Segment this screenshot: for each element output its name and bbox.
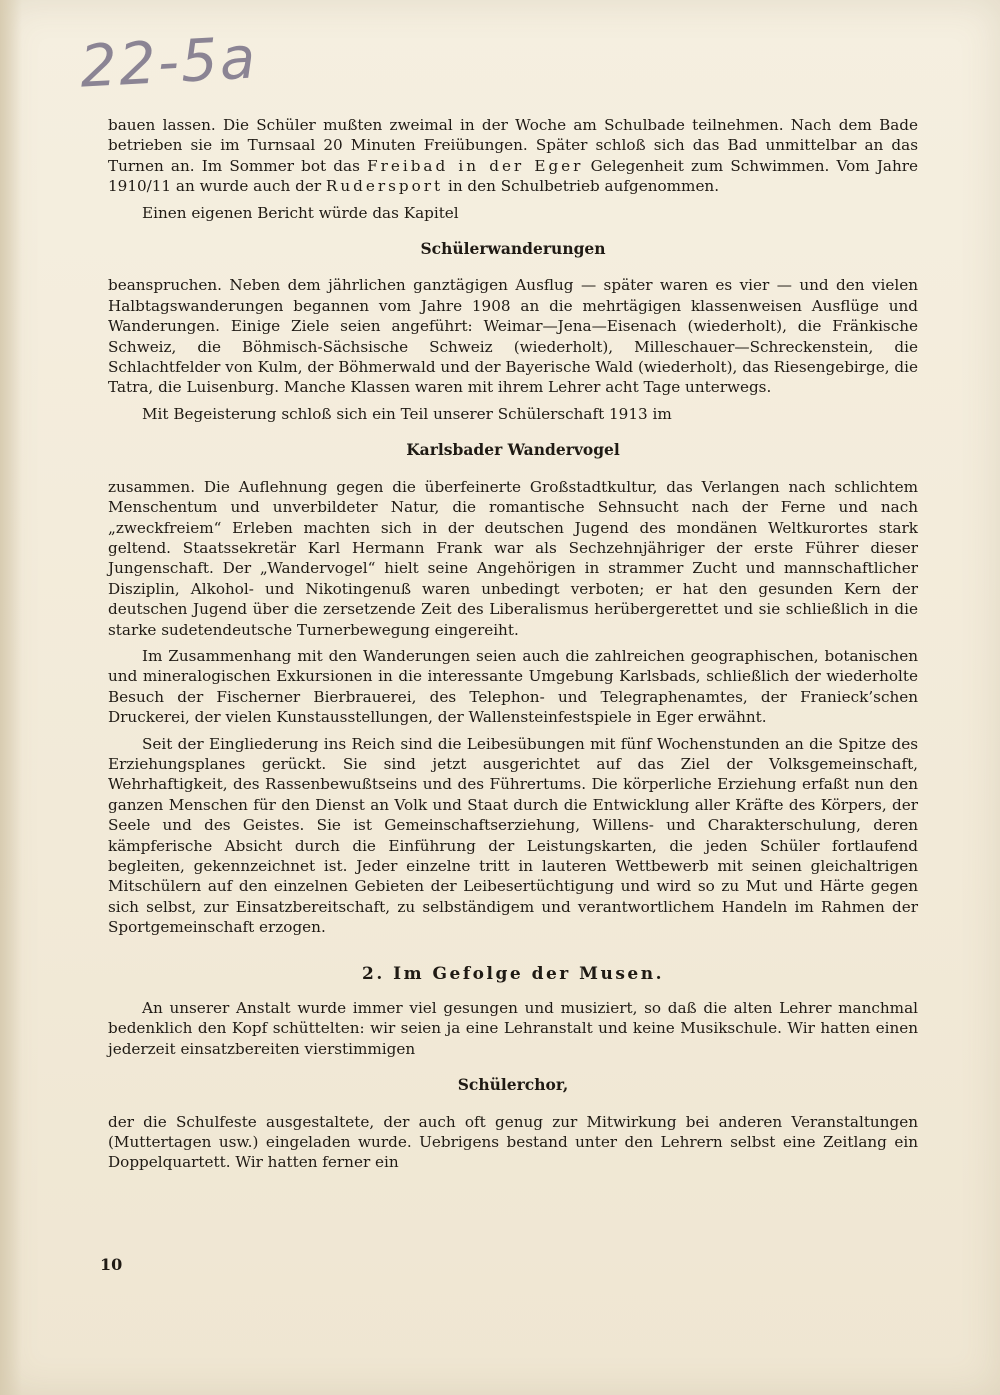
heading-schuelerchor: Schülerchor, xyxy=(457,1075,569,1095)
text-run: bauen lassen. Die Schüler mußten zweimal in der Woche am Schulbade teilnehmen. Nach dem Bade betrieben sie im Turnsaal 20 Minuten Freiübungen. Später schloß sich das Bad unmittelbar an das Turnen an. Im Sommer bot das xyxy=(108,116,918,175)
body-text xyxy=(108,115,918,1179)
text-run: Gelegenheit zum Schwimmen. Vom Jahre 1910/11 an wurde auch der xyxy=(108,156,918,196)
paragraph-wandervogel: zusammen. Die Auflehnung gegen die überfeinerte Großstadtkultur, das Verlangen nach schlichtem Menschentum und unverbildeter Natur, die romantische Sehnsucht nach der Ferne und nach „zweckfreiem“ Erleben machten sich in der deutschen Jugend des mondänen Weltkurortes stark geltend. Staatssekretär Karl Hermann Frank war als Sechzehnjähriger der erste Führer dieser Jungenschaft. Der „Wandervogel“ hielt seine Angehörigen in strammer Zucht und mannschaftlicher Disziplin, Alkohol- und Nikotingenuß waren unbedingt verboten; er hat den gesunden Kern der deutschen Jugend über die zersetzende Zeit des Liberalismus herübergerettet und sie schließlich in die starke sudetendeutsche Turnerbewegung eingereiht. xyxy=(108,477,918,639)
paragraph-bath xyxy=(108,115,918,197)
paragraph-exkursionen: Im Zusammenhang mit den Wanderungen seien auch die zahlreichen geographischen, botanischen und mineralogischen Exkursionen in die interessante Umgebung Karlsbads, schließlich der wiederholte Besuch der Fischerner Bierbrauerei, des Telephon- und Telegraphenamtes, der Franieck’schen Druckerei, der vielen Kunstausstellungen, der Wallensteinfestspiele in Eger erwähnt. xyxy=(108,646,918,727)
handwritten-note: 22-5a xyxy=(78,23,259,101)
section-title-musen: 2. Im Gefolge der Musen. xyxy=(361,963,664,984)
paragraph-chapter-intro: Einen eigenen Bericht würde das Kapitel xyxy=(142,203,459,222)
paragraph-begeisterung: Mit Begeisterung schloß sich ein Teil unserer Schülerschaft 1913 im xyxy=(142,404,672,423)
text-run: in den Schulbetrieb aufgenommen. xyxy=(443,177,720,196)
heading-wandervogel: Karlsbader Wandervogel xyxy=(406,440,620,460)
heading-schuelerwanderungen: Schülerwanderungen xyxy=(420,239,606,259)
paragraph-musik: An unserer Anstalt wurde immer viel gesungen und musiziert, so daß die alten Lehrer manchmal bedenklich den Kopf schüttelten: wir seien ja eine Lehranstalt und keine Musikschule. Wir hatten einen jederzeit einsatzbereiten vierstimmigen xyxy=(108,999,918,1058)
paragraph-chor: der die Schulfeste ausgestaltete, der auch oft genug zur Mitwirkung bei anderen Veranstaltungen (Muttertagen usw.) eingeladen wurde. Uebrigens bestand unter den Lehrern selbst eine Zeitlang ein Doppelquartett. Wir hatten ferner ein xyxy=(108,1112,918,1172)
page-number: 10 xyxy=(100,1255,123,1274)
paragraph-leibesuebungen: Seit der Eingliederung ins Reich sind die Leibesübungen mit fünf Wochenstunden an die Spitze des Erziehungsplanes gerückt. Sie sind jetzt ausgerichtet auf das Ziel der Volksgemeinschaft, Wehrhaftigkeit, des Rassenbewußtseins und des Führertums. Die körperliche Erziehung erfaßt nun den ganzen Menschen für den Dienst an Volk und Staat durch die Entwicklung aller Kräfte des Körpers, der Seele und des Geistes. Sie ist Gemeinschaftserziehung, Willens- und Charakterschulung, deren kämpferische Absicht durch die Einführung der Leistungskarten, die jeden Schüler fortlaufend begleiten, gekennzeichnet ist. Jeder einzelne tritt in lauteren Wettbewerb mit seinen gleichaltrigen Mitschülern auf den einzelnen Gebieten der Leibesertüchtigung und wird so zu Mut und Härte gegen sich selbst, zur Einsatzbereitschaft, zu selbständigem und verantwortlichem Handeln im Rahmen der Sportgemeinschaft erzogen. xyxy=(108,734,918,937)
paragraph-wanderungen: beanspruchen. Neben dem jährlichen ganztägigen Ausflug — später waren es vier — und den vielen Halbtagswanderungen begannen vom Jahre 1908 an die mehrtägigen klassenweisen Ausflüge und Wanderungen. Einige Ziele seien angeführt: Weimar—Jena—Eisenach (wiederholt), die Fränkische Schweiz, die Böhmisch-Sächsische Schweiz (wiederholt), Milleschauer—Schreckenstein, die Schlachtfelder von Kulm, der Böhmerwald und der Bayerische Wald (wiederholt), das Riesengebirge, die Tatra, die Luisenburg. Manche Klassen waren mit ihrem Lehrer acht Tage unterwegs. xyxy=(108,276,918,397)
spaced-term-freibad: Freibad in der Eger xyxy=(367,156,584,175)
spaced-term-rudersport: Rudersport xyxy=(325,177,444,196)
